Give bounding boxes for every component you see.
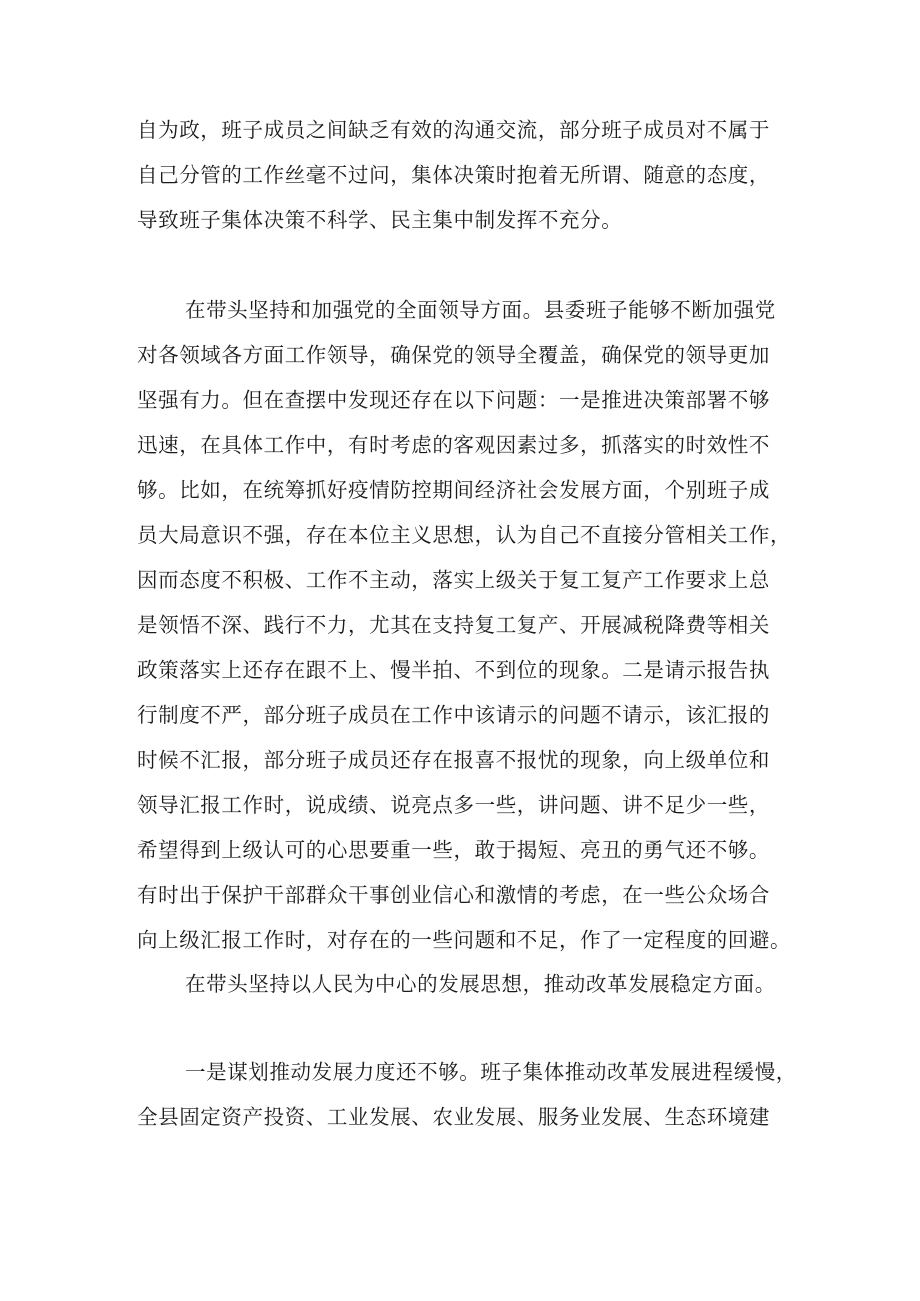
text-line: 有时出于保护干部群众干事创业信心和激情的考虑，在一些公众场合 [137,883,770,907]
text-line: 因而态度不积极、工作不主动，落实上级关于复工复产工作要求上总 [137,568,770,592]
text-line: 希望得到上级认可的心思要重一些，敢于揭短、亮丑的勇气还不够。 [137,838,770,862]
text-line: 政策落实上还存在跟不上、慢半拍、不到位的现象。二是请示报告执 [137,658,770,682]
text-line: 一是谋划推动发展力度还不够。班子集体推动改革发展进程缓慢， [185,1060,797,1084]
text-line: 时候不汇报，部分班子成员还存在报喜不报忧的现象，向上级单位和 [137,748,770,772]
text-line: 对各领域各方面工作领导，确保党的领导全覆盖，确保党的领导更加 [137,343,770,367]
text-line: 向上级汇报工作时，对存在的一些问题和不足，作了一定程度的回避。 [137,928,792,952]
text-line: 够。比如，在统筹抓好疫情防控期间经济社会发展方面，个别班子成 [137,478,770,502]
paragraph-4 [137,1050,797,1140]
paragraph-2 [137,288,797,963]
text-line: 自己分管的工作丝毫不过问，集体决策时抱着无所谓、随意的态度， [137,163,770,187]
text-line: 在带头坚持以人民为中心的发展思想，推动改革发展稳定方面。 [185,972,776,996]
text-line: 领导汇报工作时，说成绩、说亮点多一些，讲问题、讲不足少一些， [137,793,770,817]
text-line: 行制度不严，部分班子成员在工作中该请示的问题不请示，该汇报的 [137,703,770,727]
paragraph-1 [137,108,797,243]
text-line: 全县固定资产投资、工业发展、农业发展、服务业发展、生态环境建 [137,1105,770,1129]
text-line: 坚强有力。但在查摆中发现还存在以下问题：一是推进决策部署不够 [137,388,770,412]
text-line: 在带头坚持和加强党的全面领导方面。县委班子能够不断加强党 [185,298,776,322]
text-line: 导致班子集体决策不科学、民主集中制发挥不充分。 [137,208,623,232]
text-line: 迅速，在具体工作中，有时考虑的客观因素过多，抓落实的时效性不 [137,433,770,457]
text-line: 是领悟不深、践行不力，尤其在支持复工复产、开展减税降费等相关 [137,613,770,637]
paragraph-3 [137,962,797,1007]
text-line: 自为政，班子成员之间缺乏有效的沟通交流，部分班子成员对不属于 [137,118,770,142]
text-line: 员大局意识不强，存在本位主义思想，认为自己不直接分管相关工作， [137,523,792,547]
